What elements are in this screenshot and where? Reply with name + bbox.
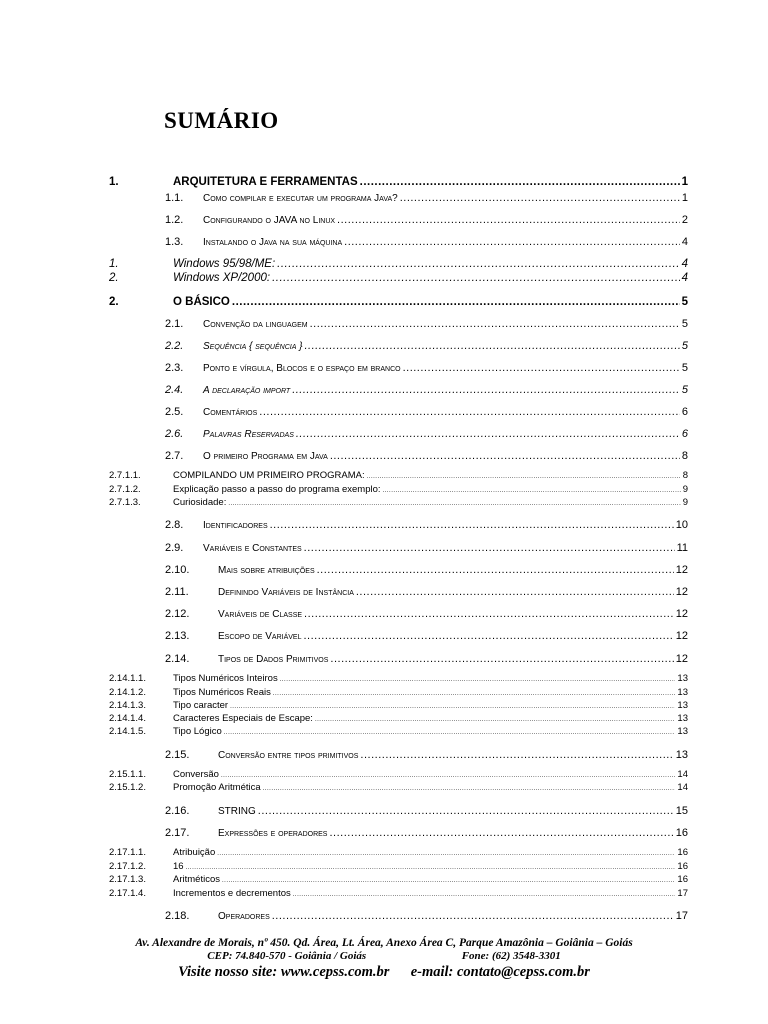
dot-leader (356, 584, 674, 600)
toc-entry-number: 2.7.1.2. (109, 484, 141, 495)
footer-phone: Fone: (62) 3548-3301 (461, 950, 561, 962)
toc-entry-number: 2.9. (165, 542, 184, 554)
toc-entry-title: Tipos de Dados Primitivos (218, 654, 329, 665)
toc-entry-page: 16 (677, 847, 688, 858)
toc-entry[interactable] (0, 270, 768, 286)
toc-entry-number: 1. (109, 258, 119, 270)
toc-entry-page: 5 (681, 318, 688, 330)
toc-entry-title: Definindo Variáveis de Instância (218, 587, 354, 598)
toc-entry-page: 17 (677, 888, 688, 899)
toc-entry-line (173, 496, 688, 511)
toc-entry-title: Escopo de Variável (218, 631, 302, 642)
toc-entry-title: Caracteres Especiais de Escape: (173, 713, 313, 724)
toc-entry-page: 9 (682, 497, 688, 508)
toc-entry[interactable] (0, 846, 768, 859)
toc-entry-number: 2.17.1.1. (109, 847, 146, 858)
toc-entry[interactable] (0, 747, 768, 763)
toc-entry-line (173, 887, 688, 902)
toc-entry-line (218, 562, 688, 579)
toc-entry[interactable] (0, 725, 768, 738)
toc-entry[interactable] (0, 448, 768, 464)
toc-entry-line (218, 651, 688, 668)
dot-leader (304, 606, 674, 622)
toc-entry-page: 5 (681, 296, 688, 308)
toc-entry-number: 2.10. (165, 564, 190, 576)
toc-entry-page: 8 (681, 450, 688, 462)
dot-leader (403, 360, 680, 376)
dot-leader (310, 316, 680, 332)
dot-leader (330, 651, 673, 667)
toc-entry-line (173, 873, 688, 888)
toc-entry-title: Sequência { sequência } (203, 341, 303, 352)
toc-entry-title: 16 (173, 861, 184, 872)
toc-entry-title: Incrementos e decrementos (173, 888, 291, 899)
toc-entry-number: 2.17.1.4. (109, 888, 146, 899)
toc-entry[interactable] (0, 174, 768, 190)
toc-entry[interactable] (0, 517, 768, 533)
toc-entry-number: 2.15. (165, 749, 190, 761)
toc-entry[interactable] (0, 686, 768, 699)
toc-entry-page: 16 (675, 827, 688, 839)
toc-entry-number: 2.7.1.1. (109, 470, 141, 481)
toc-entry-page: 17 (675, 910, 688, 922)
toc-entry-number: 2.11. (165, 586, 189, 598)
toc-entry-page: 12 (675, 630, 688, 642)
toc-entry-number: 2.18. (165, 910, 190, 922)
toc-entry-line (203, 338, 688, 355)
toc-entry-page: 10 (675, 519, 688, 531)
dot-leader (360, 747, 673, 763)
dot-leader (272, 270, 680, 286)
toc-entry[interactable] (0, 562, 768, 578)
toc-entry-number: 2.14.1.4. (109, 713, 146, 724)
toc-entry-title: Ponto e vírgula, Blocos e o espaço em branco (203, 363, 401, 374)
toc-entry-number: 2.3. (165, 362, 184, 374)
toc-entry-page: 6 (681, 428, 688, 440)
toc-entry-number: 2.14.1.2. (109, 687, 146, 698)
toc-entry-title: Tipo caracter (173, 700, 229, 711)
dot-leader (329, 825, 673, 841)
toc-entry-title: Aritméticos (173, 874, 220, 885)
dot-leader (330, 448, 680, 464)
toc-entry-page: 4 (681, 258, 688, 270)
toc-entry-title: Explicação passo a passo do programa exemplo: (173, 484, 381, 495)
toc-entry-title: Tipos Numéricos Reais (173, 687, 271, 698)
toc-entry-number: 2.8. (165, 519, 184, 531)
toc-entry[interactable] (0, 426, 768, 442)
toc-entry[interactable] (0, 294, 768, 310)
toc-entry-title: O primeiro Programa em Java (203, 451, 328, 462)
toc-entry-title: Curiosidade: (173, 497, 227, 508)
toc-entry-number: 2.16. (165, 805, 190, 817)
dot-leader (360, 174, 680, 190)
toc-entry-title: Convenção da linguagem (203, 319, 308, 330)
toc-entry-line (203, 448, 688, 465)
toc-entry[interactable] (0, 316, 768, 332)
dot-leader (270, 517, 674, 533)
toc-entry-page: 14 (677, 769, 688, 780)
toc-entry[interactable] (0, 469, 768, 482)
toc-entry[interactable] (0, 651, 768, 667)
toc-entry-page: 16 (677, 874, 688, 885)
toc-entry-line (218, 908, 688, 925)
footer-address: Av. Alexandre de Morais, nº 450. Qd. Área, Lt. Área, Anexo Área C, Parque Amazônia – Goiânia – Goiás (135, 937, 633, 949)
toc-entry[interactable] (0, 712, 768, 725)
dot-leader (272, 908, 674, 924)
toc-entry-page: 8 (682, 470, 688, 481)
toc-entry-page: 13 (675, 749, 688, 761)
toc-entry-title: Variáveis de Classe (218, 609, 303, 620)
toc-entry-number: 2.5. (165, 406, 184, 418)
page-title: SUMÁRIO (164, 108, 279, 133)
toc-entry-line (173, 469, 688, 484)
toc-entry-line (218, 584, 688, 601)
toc-entry-line (203, 316, 688, 333)
toc-entry-line (203, 382, 688, 399)
toc-entry-page: 9 (682, 484, 688, 495)
toc-entry-page: 13 (677, 700, 688, 711)
toc-entry[interactable] (0, 360, 768, 376)
toc-entry-page: 13 (677, 726, 688, 737)
dot-leader (304, 540, 675, 556)
toc-entry-title: Operadores (218, 911, 270, 922)
toc-entry-line (173, 270, 688, 286)
toc-entry-title: Windows XP/2000: (173, 272, 271, 284)
toc-entry-line (218, 803, 688, 820)
toc-entry[interactable] (0, 190, 768, 206)
toc-entry-page: 1 (681, 176, 688, 188)
toc-entry-page: 5 (681, 384, 688, 396)
toc-entry-number: 1.1. (165, 192, 184, 204)
footer-site: Visite nosso site: www.cepss.com.br (178, 964, 390, 980)
toc-entry-page: 13 (677, 713, 688, 724)
toc-entry-number: 2.6. (165, 428, 184, 440)
toc-entry-title: Windows 95/98/ME: (173, 258, 276, 270)
toc-entry-page: 12 (675, 608, 688, 620)
toc-entry-title: Expressões e operadores (218, 828, 328, 839)
toc-entry[interactable] (0, 887, 768, 900)
dot-leader (258, 803, 674, 819)
footer-email: e-mail: contato@cepss.com.br (410, 964, 590, 980)
footer-web-line (0, 964, 768, 981)
dot-leader (303, 628, 673, 644)
toc-entry-page: 14 (677, 782, 688, 793)
toc-entry-number: 2.14.1.1. (109, 673, 146, 684)
toc-entry-page: 13 (677, 673, 688, 684)
toc-entry[interactable] (0, 234, 768, 250)
toc-entry-line (173, 846, 688, 861)
toc-entry-page: 11 (676, 542, 688, 554)
toc-entry-page: 4 (681, 236, 688, 248)
toc-entry-title: Identificadores (203, 520, 268, 531)
toc-entry[interactable] (0, 672, 768, 685)
toc-entry[interactable] (0, 825, 768, 841)
toc-entry-number: 2.15.1.1. (109, 769, 146, 780)
toc-entry-page: 2 (681, 214, 688, 226)
toc-entry-title: Tipo Lógico (173, 726, 222, 737)
toc-entry-page: 6 (681, 406, 688, 418)
toc-entry-page: 15 (675, 805, 688, 817)
toc-entry-line (218, 628, 688, 645)
toc-entry-page: 13 (677, 687, 688, 698)
dot-leader (304, 338, 679, 354)
toc-entry-line (173, 294, 688, 310)
toc-entry[interactable] (0, 382, 768, 398)
dot-leader (232, 294, 680, 310)
toc-entry-line (203, 360, 688, 377)
toc-entry[interactable] (0, 699, 768, 712)
toc-entry-line (173, 672, 688, 687)
toc-entry-line (218, 747, 688, 764)
toc-entry[interactable] (0, 768, 768, 781)
toc-entry-line (218, 606, 688, 623)
toc-entry[interactable] (0, 860, 768, 873)
toc-entry-number: 2.1. (165, 318, 184, 330)
toc-entry-number: 2. (109, 296, 119, 308)
toc-entry-line (173, 725, 688, 740)
toc-entry-title: Promoção Aritmética (173, 782, 261, 793)
toc-entry-number: 2.14.1.5. (109, 726, 146, 737)
toc-entry[interactable] (0, 483, 768, 496)
toc-entry-title: Comentários (203, 407, 258, 418)
toc-entry-line (173, 174, 688, 190)
toc-entry-number: 2.7.1.3. (109, 497, 141, 508)
toc-entry-page: 1 (681, 192, 688, 204)
toc-entry-page: 5 (681, 362, 688, 374)
toc-entry[interactable] (0, 338, 768, 354)
toc-entry[interactable] (0, 781, 768, 794)
dot-leader (263, 783, 676, 796)
toc-entry-page: 12 (675, 586, 688, 598)
toc-entry-number: 2. (109, 272, 119, 284)
toc-entry-number: 2.15.1.2. (109, 782, 146, 793)
toc-entry-number: 1.3. (165, 236, 184, 248)
dot-leader (224, 727, 676, 740)
toc-entry-title: COMPILANDO UM PRIMEIRO PROGRAMA: (173, 470, 365, 481)
toc-entry-line (203, 190, 688, 207)
toc-entry-number: 2.17.1.2. (109, 861, 146, 872)
toc-entry[interactable] (0, 628, 768, 644)
toc-entry-title: Instalando o Java na sua máquina (203, 237, 343, 248)
dot-leader (296, 426, 680, 442)
toc-entry-title: Atribuição (173, 847, 216, 858)
toc-entry-number: 1. (109, 176, 119, 188)
dot-leader (228, 498, 680, 511)
toc-entry-line (203, 212, 688, 229)
toc-entry-title: Variáveis e Constantes (203, 543, 302, 554)
toc-entry-number: 2.14. (165, 653, 190, 665)
dot-leader (337, 212, 680, 228)
toc-entry-line (203, 517, 688, 534)
toc-entry-page: 12 (675, 653, 688, 665)
toc-entry-line (173, 781, 688, 796)
dot-leader (293, 889, 676, 902)
footer-contact-line (0, 950, 768, 962)
toc-entry-number: 2.7. (165, 450, 184, 462)
toc-entry-number: 1.2. (165, 214, 184, 226)
toc-entry[interactable] (0, 606, 768, 622)
toc-entry-line (203, 540, 688, 557)
toc-entry-title: Configurando o JAVA no Linux (203, 215, 336, 226)
toc-entry-line (203, 404, 688, 421)
toc-entry[interactable] (0, 496, 768, 509)
toc-entry-number: 2.17. (165, 827, 190, 839)
dot-leader (292, 382, 680, 398)
toc-entry-title: Conversão (173, 769, 219, 780)
toc-entry-page: 12 (675, 564, 688, 576)
toc-entry[interactable] (0, 540, 768, 556)
toc-entry-line (203, 234, 688, 251)
toc-entry-title: Mais sobre atribuições (218, 565, 315, 576)
toc-entry-number: 2.17.1.3. (109, 874, 146, 885)
toc-entry-page: 5 (681, 340, 688, 352)
toc-entry[interactable] (0, 584, 768, 600)
footer-cep: CEP: 74.840-570 - Goiânia / Goiás (207, 950, 367, 962)
toc-entry-line (218, 825, 688, 842)
toc-entry-page: 16 (677, 861, 688, 872)
toc-entry[interactable] (0, 908, 768, 924)
toc-entry[interactable] (0, 873, 768, 886)
dot-leader (344, 234, 680, 250)
toc-entry-line (203, 426, 688, 443)
toc-entry-title: Palavras Reservadas (203, 429, 294, 440)
toc-entry-number: 2.2. (165, 340, 184, 352)
toc-entry-number: 2.14.1.3. (109, 700, 146, 711)
toc-entry-title: Como compilar e executar um programa Java? (203, 193, 398, 204)
toc-entry[interactable] (0, 803, 768, 819)
toc-entry-title: O BÁSICO (173, 296, 230, 308)
toc-entry-title: Conversão entre tipos primitivos (218, 750, 359, 761)
toc-entry[interactable] (0, 404, 768, 420)
toc-entry-title: ARQUITETURA E FERRAMENTAS (173, 176, 358, 188)
dot-leader (259, 404, 680, 420)
toc-entry-number: 2.4. (165, 384, 184, 396)
toc-entry-title: Tipos Numéricos Inteiros (173, 673, 278, 684)
dot-leader (317, 562, 674, 578)
toc-entry-page: 4 (681, 272, 688, 284)
dot-leader (400, 190, 680, 206)
toc-entry-title: A declaração import (203, 385, 291, 396)
toc-entry-title: STRING (218, 806, 256, 817)
toc-entry[interactable] (0, 212, 768, 228)
toc-entry-number: 2.13. (165, 630, 190, 642)
toc-entry-number: 2.12. (165, 608, 190, 620)
